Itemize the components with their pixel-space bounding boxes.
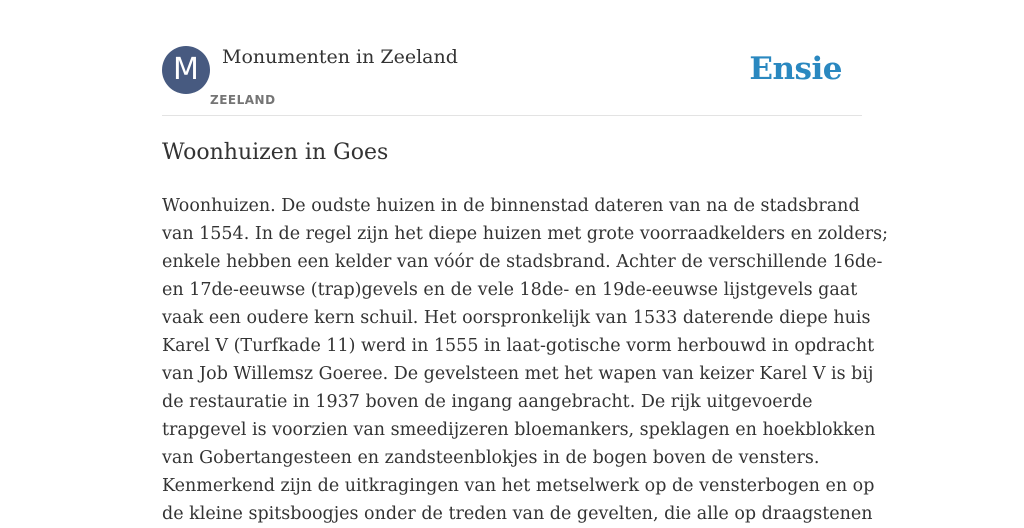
article-body: [162, 192, 888, 528]
header: [162, 46, 862, 116]
article-title: Woonhuizen in Goes: [162, 140, 389, 165]
body-line: enkele hebben een kelder van vóór de stadsbrand. Achter de verschillende 16de-: [162, 252, 883, 272]
body-line: vaak een oudere kern schuil. Het oorspronkelijk van 1533 daterende diepe huis: [162, 308, 871, 328]
body-line: van Job Willemsz Goeree. De gevelsteen met het wapen van keizer Karel V is bij: [162, 364, 874, 384]
body-line: Karel V (Turfkade 11) werd in 1555 in laat-gotische vorm herbouwd in opdracht: [162, 336, 875, 356]
body-line: van Gobertangesteen en zandsteenblokjes in de bogen boven de vensters.: [162, 448, 820, 468]
category-label[interactable]: ZEELAND: [210, 93, 276, 107]
body-line: Kenmerkend zijn de uitkragingen van het metselwerk op de vensterbogen en op: [162, 476, 875, 496]
body-line: trapgevel is voorzien van smeedijzeren bloemankers, speklagen en hoekblokken: [162, 420, 876, 440]
body-line: de restauratie in 1937 boven de ingang aangebracht. De rijk uitgevoerde: [162, 392, 813, 412]
body-line: Woonhuizen. De oudste huizen in de binnenstad dateren van na de stadsbrand: [162, 196, 860, 216]
header-divider: [162, 115, 862, 116]
book-title[interactable]: Monumenten in Zeeland: [222, 46, 458, 68]
body-line: de kleine spitsboogjes onder de treden van de gevelten, die alle op draagstenen: [162, 504, 873, 524]
body-line: en 17de-eeuwse (trap)gevels en de vele 18de- en 19de-eeuwse lijstgevels gaat: [162, 280, 858, 300]
avatar[interactable]: M: [162, 46, 210, 94]
brand-logo[interactable]: Ensie: [749, 51, 842, 87]
body-line: van 1554. In de regel zijn het diepe huizen met grote voorraadkelders en zolders;: [162, 224, 888, 244]
